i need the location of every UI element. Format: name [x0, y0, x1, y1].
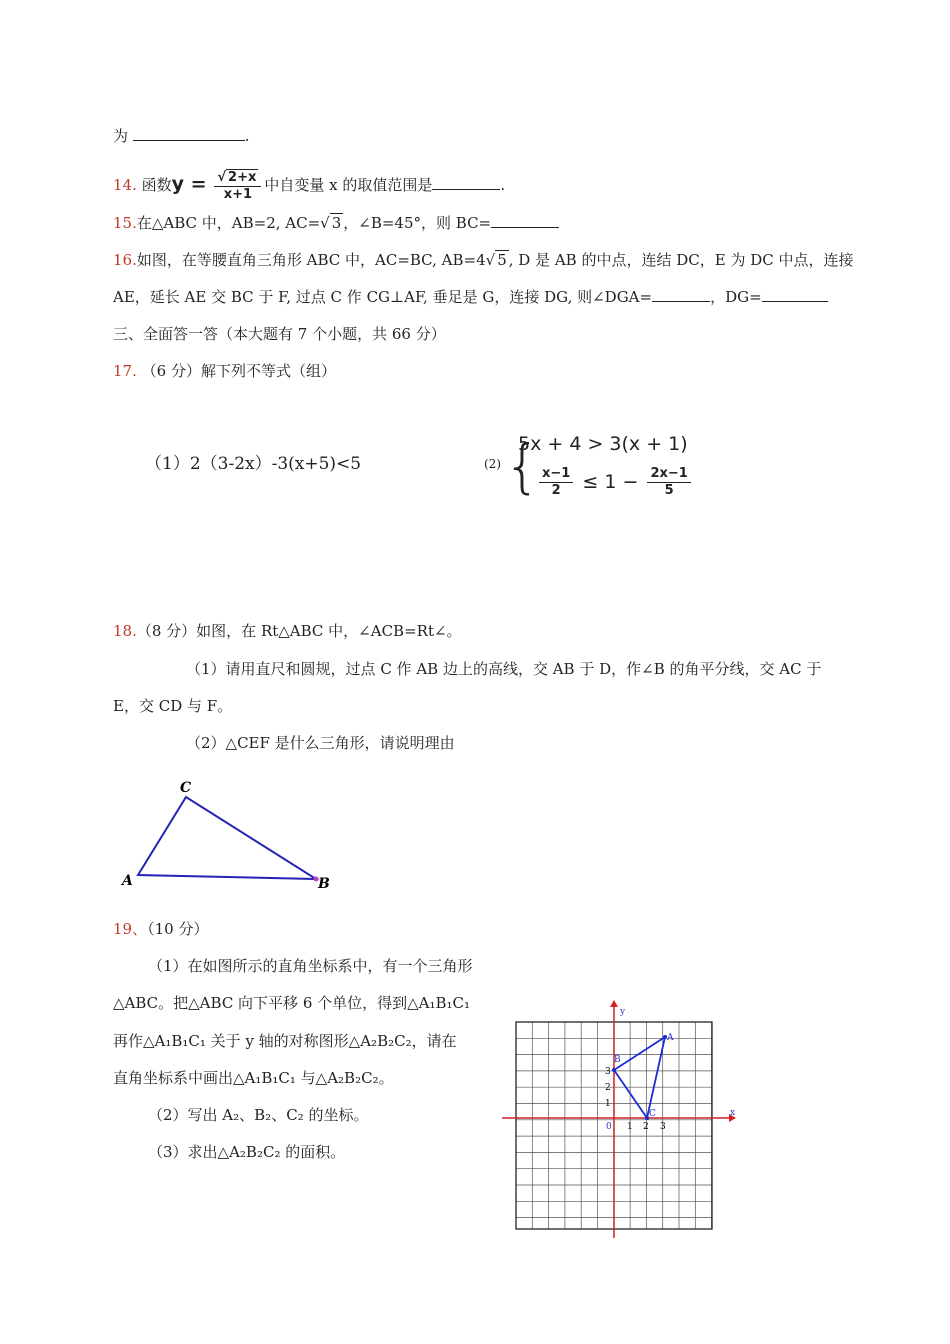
answer-blank[interactable]	[652, 287, 710, 302]
q18-part1: （1）请用直尺和圆规，过点 C 作 AB 边上的高线，交 AB 于 D，作∠B 的角平分线，交 AC 于	[186, 660, 822, 678]
q19-part1: （1）在如图所示的直角坐标系中，有一个三角形	[148, 957, 473, 975]
q17-part1: （1）2（3-2x）-3(x+5)<5	[145, 454, 362, 474]
label-c: C	[180, 780, 192, 796]
q19-part1-cont3: 直角坐标系中画出△A₁B₁C₁ 与△A₂B₂C₂。	[113, 1069, 394, 1087]
y-tick-2: 2	[605, 1083, 611, 1093]
q17: 17. （6 分）解下列不等式（组）	[113, 362, 336, 380]
q17-part2-label: (2)	[484, 457, 501, 471]
q14-fraction: $\frac{√ 2+x}{x+1}$	[214, 170, 261, 203]
answer-blank[interactable]	[133, 126, 245, 141]
q18: 18.（8 分）如图，在 Rt△ABC 中，∠ACB=Rt∠。	[113, 622, 462, 640]
q17-eq2: $\frac{x-1}{2}$ ≤ 1 − $\frac{2x-1}{5}$	[536, 460, 694, 504]
q19-part3: （3）求出△A₂B₂C₂ 的面积。	[148, 1143, 346, 1161]
triangle-figure	[110, 770, 340, 895]
answer-blank[interactable]	[432, 175, 500, 190]
q17-eq1: 5x + 4 > 3(x + 1)	[518, 433, 688, 455]
label-a: A	[122, 873, 133, 889]
x-tick-2: 2	[643, 1122, 649, 1132]
label-b: B	[614, 1055, 621, 1065]
triangle-abc	[138, 797, 316, 879]
label-a: A	[667, 1033, 674, 1043]
answer-blank[interactable]	[491, 213, 559, 228]
x-tick-3: 3	[660, 1122, 666, 1132]
x-axis-label: x	[730, 1108, 736, 1118]
y-axis-label: y	[620, 1007, 626, 1017]
q16-line2: AE，延长 AE 交 BC 于 F, 过点 C 作 CG⊥AF, 垂足是 G，连接 DG, 则∠DGA= ，DG=	[113, 287, 828, 307]
triangle-abc-plot	[614, 1037, 665, 1118]
section-heading: 三、全面答一答（本大题有 7 个小题，共 66 分）	[113, 325, 446, 343]
q18-part2: （2）△CEF 是什么三角形，请说明理由	[186, 734, 455, 752]
q19-part1-cont1: △ABC。把△ABC 向下平移 6 个单位，得到△A₁B₁C₁	[113, 994, 471, 1012]
label-b: B	[318, 876, 330, 892]
x-tick-1: 1	[627, 1122, 633, 1132]
system-brace: {	[504, 432, 541, 500]
q19-part1-cont2: 再作△A₁B₁C₁ 关于 y 轴的对称图形△A₂B₂C₂，请在	[113, 1032, 457, 1050]
answer-blank[interactable]	[762, 287, 828, 302]
y-tick-1: 1	[605, 1099, 611, 1109]
q19: 19、（10 分）	[113, 920, 209, 938]
q15: 15.在△ABC 中，AB=2, AC=√ 3 ，∠B=45°，则 BC=	[113, 213, 559, 233]
y-axis-arrow-icon	[610, 1000, 618, 1007]
coordinate-grid-figure	[500, 998, 745, 1242]
origin-label: 0	[606, 1122, 612, 1132]
q13-tail: 为 .	[113, 127, 250, 145]
q19-part2: （2）写出 A₂、B₂、C₂ 的坐标。	[148, 1106, 369, 1124]
point-b	[612, 1068, 616, 1072]
q18-part1-cont: E，交 CD 与 F。	[113, 697, 233, 715]
label-c: C	[649, 1109, 656, 1119]
q16-line1: 16.如图，在等腰直角三角形 ABC 中，AC=BC, AB=4√ 5 , D 是 AB 的中点，连结 DC，E 为 DC 中点，连接	[113, 251, 854, 269]
q14: 14. 函数y = $\frac{√ 2+x}{x+1}$ 中自变量 x 的取值范围是 .	[113, 169, 506, 202]
y-tick-3: 3	[605, 1067, 611, 1077]
